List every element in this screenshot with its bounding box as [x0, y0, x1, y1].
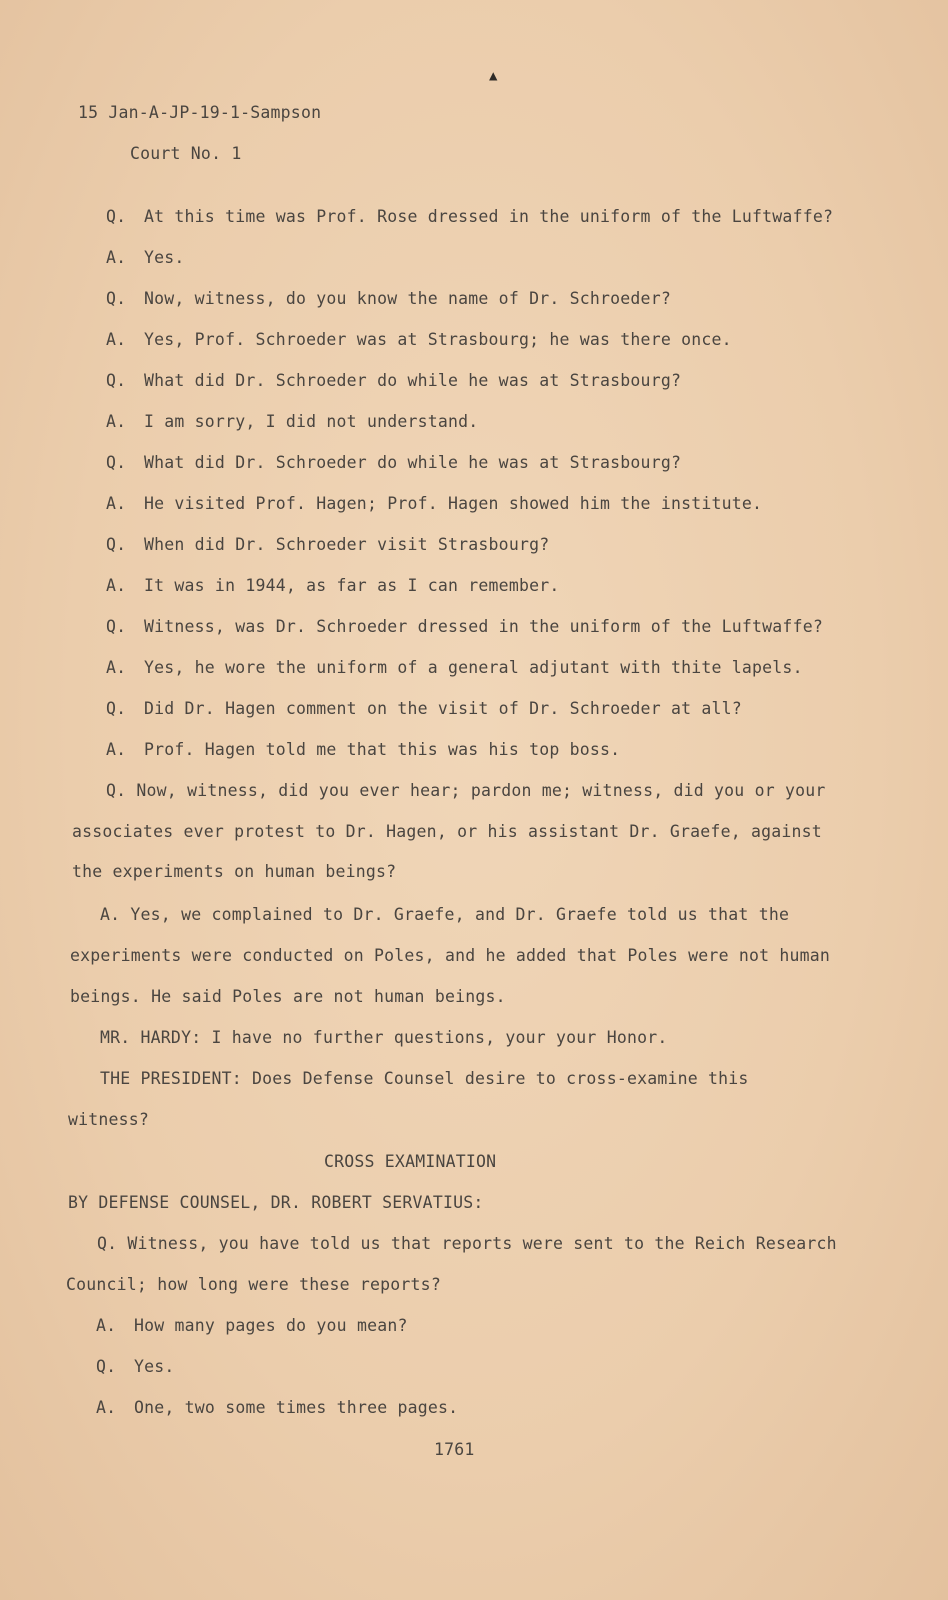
- testimony-line: Q. What did Dr. Schroeder do while he was at Strasbourg?: [106, 453, 682, 472]
- answer-protest-line2: experiments were conducted on Poles, and he added that Poles were not human: [70, 946, 831, 965]
- president-line2: witness?: [68, 1110, 150, 1129]
- typewriter-mark: ▲: [489, 68, 498, 84]
- testimony-line: A. Yes.: [106, 248, 185, 267]
- testimony-line: A. How many pages do you mean?: [96, 1316, 408, 1335]
- testimony-line: A. Yes, Prof. Schroeder was at Strasbourg; he was there once.: [106, 330, 732, 349]
- testimony-line: A. I am sorry, I did not understand.: [106, 412, 479, 431]
- testimony-line: Q. At this time was Prof. Rose dressed in the uniform of the Luftwaffe?: [106, 207, 834, 226]
- president-line1: THE PRESIDENT: Does Defense Counsel desire to cross-examine this: [100, 1069, 749, 1088]
- question-protest-line2: associates ever protest to Dr. Hagen, or his assistant Dr. Graefe, against: [72, 822, 822, 841]
- testimony-line: Q. What did Dr. Schroeder do while he was at Strasbourg?: [106, 371, 682, 390]
- testimony-line: A. Prof. Hagen told me that this was his top boss.: [106, 740, 621, 759]
- testimony-line: Q. Now, witness, do you know the name of Dr. Schroeder?: [106, 289, 671, 308]
- question-protest-line3: the experiments on human beings?: [72, 862, 397, 881]
- testimony-line: Q. Did Dr. Hagen comment on the visit of Dr. Schroeder at all?: [106, 699, 742, 718]
- testimony-line: A. Yes, he wore the uniform of a general adjutant with thite lapels.: [106, 658, 803, 677]
- question-reports-line2: Council; how long were these reports?: [66, 1275, 441, 1294]
- testimony-line: A. It was in 1944, as far as I can remember.: [106, 576, 560, 595]
- answer-protest-line1: A. Yes, we complained to Dr. Graefe, and Dr. Graefe told us that the: [100, 905, 790, 924]
- court-number: Court No. 1: [130, 144, 242, 163]
- section-heading: CROSS EXAMINATION: [324, 1152, 497, 1171]
- testimony-line: Q. Yes.: [96, 1357, 175, 1376]
- question-reports-line1: Q. Witness, you have told us that reports were sent to the Reich Research: [97, 1234, 837, 1253]
- page-number: 1761: [434, 1440, 475, 1459]
- testimony-line: A. One, two some times three pages.: [96, 1398, 459, 1417]
- testimony-line: A. He visited Prof. Hagen; Prof. Hagen showed him the institute.: [106, 494, 763, 513]
- file-reference: 15 Jan-A-JP-19-1-Sampson: [78, 103, 322, 122]
- testimony-line: Q. Witness, was Dr. Schroeder dressed in the uniform of the Luftwaffe?: [106, 617, 823, 636]
- examining-counsel: BY DEFENSE COUNSEL, DR. ROBERT SERVATIUS:: [68, 1193, 484, 1212]
- question-protest-line1: Q. Now, witness, did you ever hear; pardon me; witness, did you or your: [106, 781, 826, 800]
- testimony-line: Q. When did Dr. Schroeder visit Strasbourg?: [106, 535, 550, 554]
- hardy-statement: MR. HARDY: I have no further questions, your your Honor.: [100, 1028, 668, 1047]
- answer-protest-line3: beings. He said Poles are not human beings.: [70, 987, 506, 1006]
